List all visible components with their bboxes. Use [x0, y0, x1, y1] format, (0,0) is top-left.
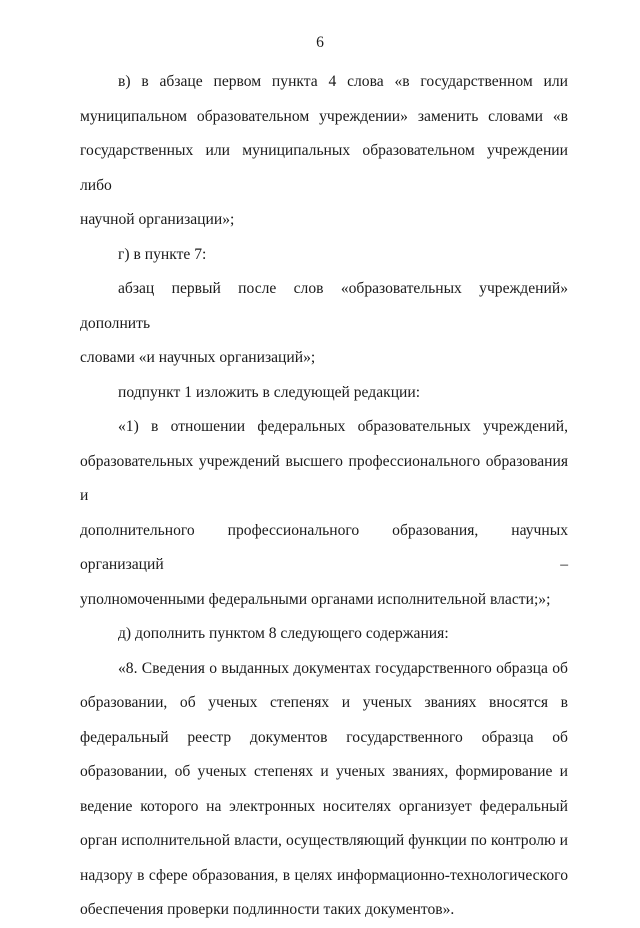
paragraph-point-8-text: [80, 652, 568, 928]
paragraph-line: орган исполнительной власти, осуществляющий функции по контролю и: [80, 832, 568, 849]
paragraph-line: надзору в сфере образования, в целях информационно-технологического: [80, 866, 568, 884]
paragraph-line: научной организации»;: [80, 211, 235, 228]
paragraph-line: абзац первый после слов «образовательных учреждений» дополнить: [80, 280, 568, 332]
paragraph-line: федеральный реестр документов государственного образца об: [80, 728, 568, 746]
paragraph-abzac-first: [80, 272, 568, 376]
paragraph-amend-point-4: [80, 65, 568, 238]
paragraph-line: уполномоченными федеральными органами исполнительной власти;»;: [80, 590, 551, 608]
paragraph-line: г) в пункте 7:: [118, 245, 207, 263]
paragraph-line: д) дополнить пунктом 8 следующего содержания:: [118, 625, 449, 642]
paragraph-line: в) в абзаце первом пункта 4 слова «в государственном или: [118, 73, 568, 90]
paragraph-line: ведение которого на электронных носителях организует федеральный: [80, 797, 568, 815]
paragraph-line: обеспечения проверки подлинности таких документов».: [80, 901, 455, 918]
page-number: 6: [316, 34, 324, 51]
paragraph-line: муниципальном образовательном учреждении» заменить словами «в: [80, 107, 568, 125]
paragraph-line: «1) в отношении федеральных образовательных учреждений,: [118, 418, 568, 435]
paragraph-subpoint-1-heading: [80, 376, 568, 411]
paragraph-subpoint-1-text: [80, 410, 568, 617]
document-body: [80, 65, 568, 928]
paragraph-line: образовании, об ученых степенях и ученых званиях вносятся в: [80, 694, 568, 711]
paragraph-line: дополнительного профессионального образования, научных организаций –: [80, 521, 568, 573]
paragraph-line: образовании, об ученых степенях и ученых званиях, формирование и: [80, 763, 568, 780]
paragraph-line: подпункт 1 изложить в следующей редакции:: [118, 383, 421, 401]
paragraph-line: государственных или муниципальных образовательном учреждении либо: [80, 142, 568, 194]
paragraph-point-8-heading: [80, 617, 568, 652]
paragraph-line: словами «и научных организаций»;: [80, 349, 316, 366]
paragraph-point-7-heading: [80, 238, 568, 273]
paragraph-line: «8. Сведения о выданных документах государственного образца об: [118, 659, 568, 677]
paragraph-line: образовательных учреждений высшего профессионального образования и: [80, 452, 568, 504]
